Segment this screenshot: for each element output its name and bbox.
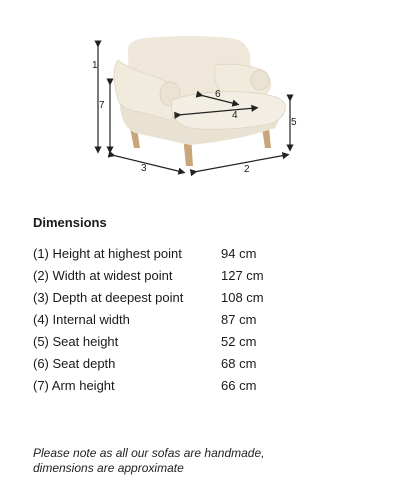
- dimensions-heading: Dimensions: [33, 215, 107, 230]
- dimensions-list: [33, 242, 333, 396]
- disclaimer-line-2: dimensions are approximate: [33, 461, 184, 475]
- handmade-disclaimer: [33, 446, 363, 476]
- callout-2: 2: [244, 164, 250, 175]
- dimension-value: 52 cm: [221, 333, 257, 349]
- dimension-row-height: [33, 242, 333, 264]
- callout-7: 7: [99, 100, 105, 111]
- armchair-dimension-diagram: [0, 0, 400, 190]
- dimension-value: 127 cm: [221, 267, 264, 283]
- callout-4: 4: [232, 110, 238, 121]
- dimension-value: 108 cm: [221, 289, 264, 305]
- callout-5: 5: [291, 117, 297, 128]
- dimension-label: (6) Seat depth: [33, 355, 116, 371]
- callout-3: 3: [141, 163, 147, 174]
- callout-1: 1: [92, 60, 98, 71]
- armchair-illustration: [114, 36, 285, 166]
- dimension-value: 87 cm: [221, 311, 257, 327]
- dimension-label: (7) Arm height: [33, 377, 115, 393]
- disclaimer-line-1: Please note as all our sofas are handmade,: [33, 446, 265, 460]
- dimension-value: 68 cm: [221, 355, 257, 371]
- dimension-row-arm-height: [33, 374, 333, 396]
- dimension-row-depth: [33, 286, 333, 308]
- dimension-value: 66 cm: [221, 377, 257, 393]
- dimension-row-internal-width: [33, 308, 333, 330]
- dimension-row-seat-depth: [33, 352, 333, 374]
- callout-6: 6: [215, 89, 221, 100]
- dimension-label: (3) Depth at deepest point: [33, 289, 184, 305]
- dimension-value: 94 cm: [221, 245, 257, 261]
- dimension-label: (5) Seat height: [33, 333, 119, 349]
- dimension-row-width: [33, 264, 333, 286]
- dimension-label: (2) Width at widest point: [33, 267, 173, 283]
- dimension-label: (4) Internal width: [33, 311, 130, 327]
- dimension-label: (1) Height at highest point: [33, 245, 182, 261]
- dimension-row-seat-height: [33, 330, 333, 352]
